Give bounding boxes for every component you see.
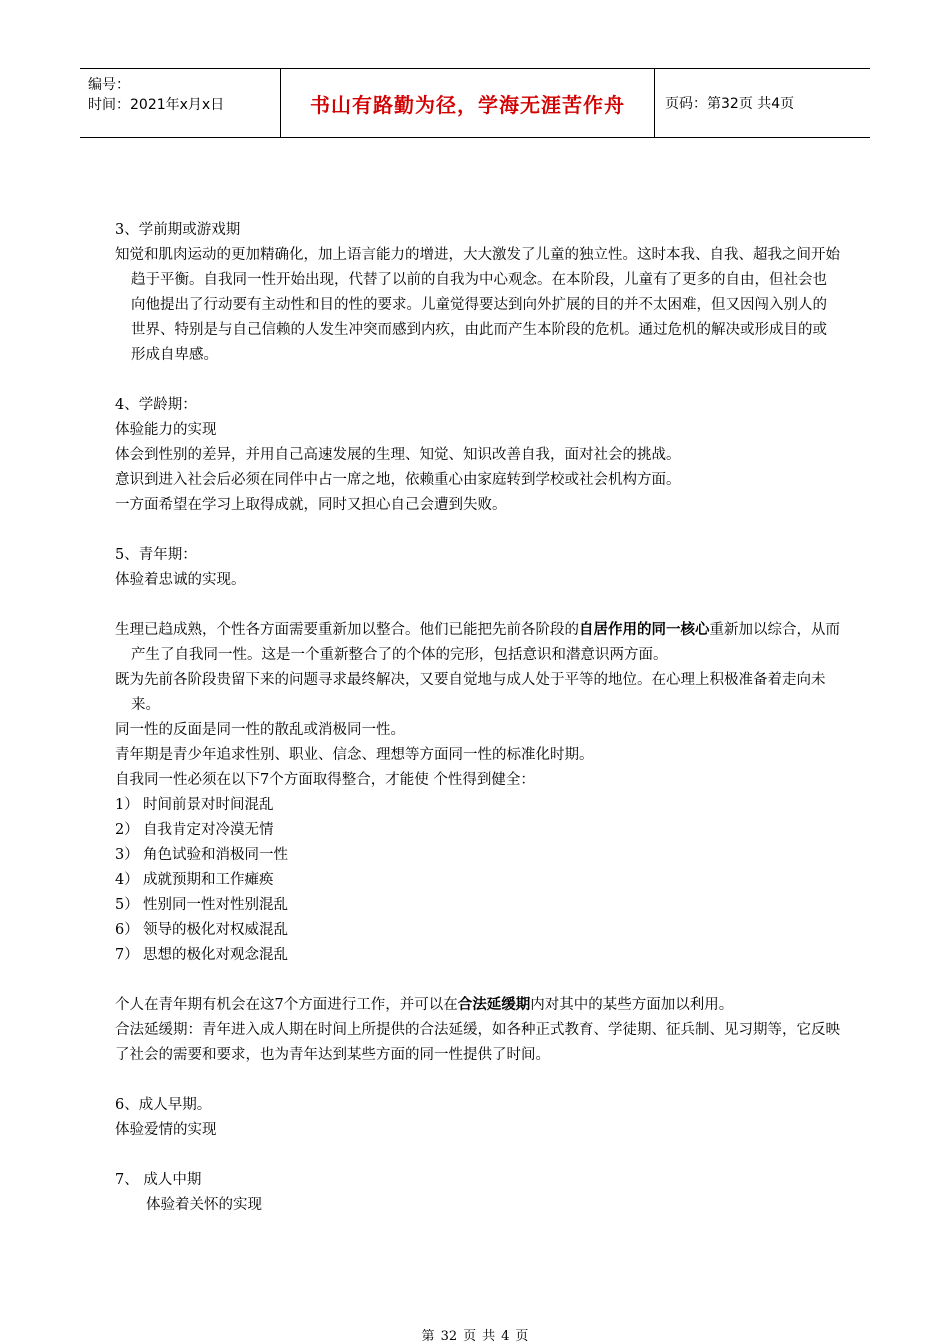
section-5-paragraph-3: [115, 993, 840, 1018]
date-label: 时间：2021年x月x日: [88, 97, 225, 113]
footer-di: 第: [421, 1329, 435, 1344]
section-5-title: 5、青年期：: [115, 547, 197, 563]
section-5-paragraph-4: 合法延缓期：青年进入成人期在时间上所提供的合法延缓，如各种正式教育、学徒期、征兵制、见习期等，它反映了社会的需要和要求，也为青年达到某些方面的同一性提供了时间。: [115, 1022, 840, 1063]
section-5-line-4: 自我同一性必须在以下7个方面取得整合，才能使 个性得到健全：: [115, 772, 535, 788]
section-5-paragraph-2: 既为先前各阶段贵留下来的问题寻求最终解决，又要自觉地与成人处于平等的地位。在心理上积极准备着走向未来。: [115, 672, 826, 713]
footer-total: 4: [501, 1329, 510, 1344]
section-6-title: 6、成人早期。: [115, 1097, 212, 1113]
section-5-line-1: 体验着忠诚的实现。: [115, 572, 246, 588]
bold-term: 自居作用的同一核心: [579, 622, 710, 638]
section-5-paragraph-1: [115, 618, 840, 668]
section-5-line-2: 同一性的反面是同一性的散乱或消极同一性。: [115, 722, 405, 738]
section-4-line-3: 意识到进入社会后必须在同伴中占一席之地，依赖重心由家庭转到学校或社会机构方面。: [115, 472, 681, 488]
text-run: 重新加以综合，从而产生了自我同一性。这是一个重新整合了的个体的完形，包括意识和潜意识两方面。: [131, 622, 840, 663]
document-body: [115, 218, 840, 1218]
text-run: 个人在青年期有机会在这7个方面进行工作，并可以在: [115, 997, 458, 1013]
section-7-line-1: 体验着关怀的实现: [146, 1197, 262, 1213]
list-item: 1） 时间前景对时间混乱: [115, 797, 274, 813]
bold-term: 合法延缓期: [457, 997, 531, 1013]
aspect-list: [115, 793, 840, 968]
section-5-line-3: 青年期是青少年追求性别、职业、信念、理想等方面同一性的标准化时期。: [115, 747, 594, 763]
section-4-title: 4、学龄期：: [115, 397, 197, 413]
list-item: 7） 思想的极化对观念混乱: [115, 947, 288, 963]
footer-ye-2: 页: [515, 1329, 529, 1344]
header-page-label: 页码：第32页 共4页: [665, 96, 795, 112]
footer-ye: 页: [463, 1329, 477, 1344]
footer-gong: 共: [482, 1329, 496, 1344]
section-3-paragraph: 知觉和肌肉运动的更加精确化，加上语言能力的增进，大大激发了儿童的独立性。这时本我、自我、超我之间开始趋于平衡。自我同一性开始出现，代替了以前的自我为中心观念。在本阶段，儿童有了更多的自由，但社会也向他提出了行动要有主动性和目的性的要求。儿童觉得要达到向外扩展的目的并不太困难，但又因闯入别人的世界、特别是与自己信赖的人发生冲突而感到内疚，由此而产生本阶段的危机。通过危机的解决或形成目的或形成自卑感。: [115, 247, 840, 363]
text-run: 生理已趋成熟，个性各方面需要重新加以整合。他们已能把先前各阶段的: [115, 622, 579, 638]
page-footer: [0, 1325, 950, 1344]
header-motto: 书山有路勤为径，学海无涯苦作舟: [281, 69, 655, 137]
section-7-title: 7、 成人中期: [115, 1172, 202, 1188]
list-item: 4） 成就预期和工作瘫痪: [115, 872, 274, 888]
footer-page-number: 32: [440, 1329, 458, 1344]
list-item: 3） 角色试验和消极同一性: [115, 847, 288, 863]
number-label: 编号：: [88, 77, 130, 93]
page-header: [80, 68, 870, 138]
list-item: 2） 自我肯定对冷漠无情: [115, 822, 274, 838]
text-run: 内对其中的某些方面加以利用。: [530, 997, 734, 1013]
section-4-line-2: 体会到性别的差异，并用自己高速发展的生理、知觉、知识改善自我，面对社会的挑战。: [115, 447, 681, 463]
section-4-line-1: 体验能力的实现: [115, 422, 217, 438]
section-3-title: 3、学前期或游戏期: [115, 222, 241, 238]
list-item: 5） 性别同一性对性别混乱: [115, 897, 288, 913]
section-6-line-1: 体验爱情的实现: [115, 1122, 217, 1138]
header-meta: [80, 69, 281, 137]
section-4-line-4: 一方面希望在学习上取得成就，同时又担心自己会遭到失败。: [115, 497, 507, 513]
list-item: 6） 领导的极化对权威混乱: [115, 922, 288, 938]
